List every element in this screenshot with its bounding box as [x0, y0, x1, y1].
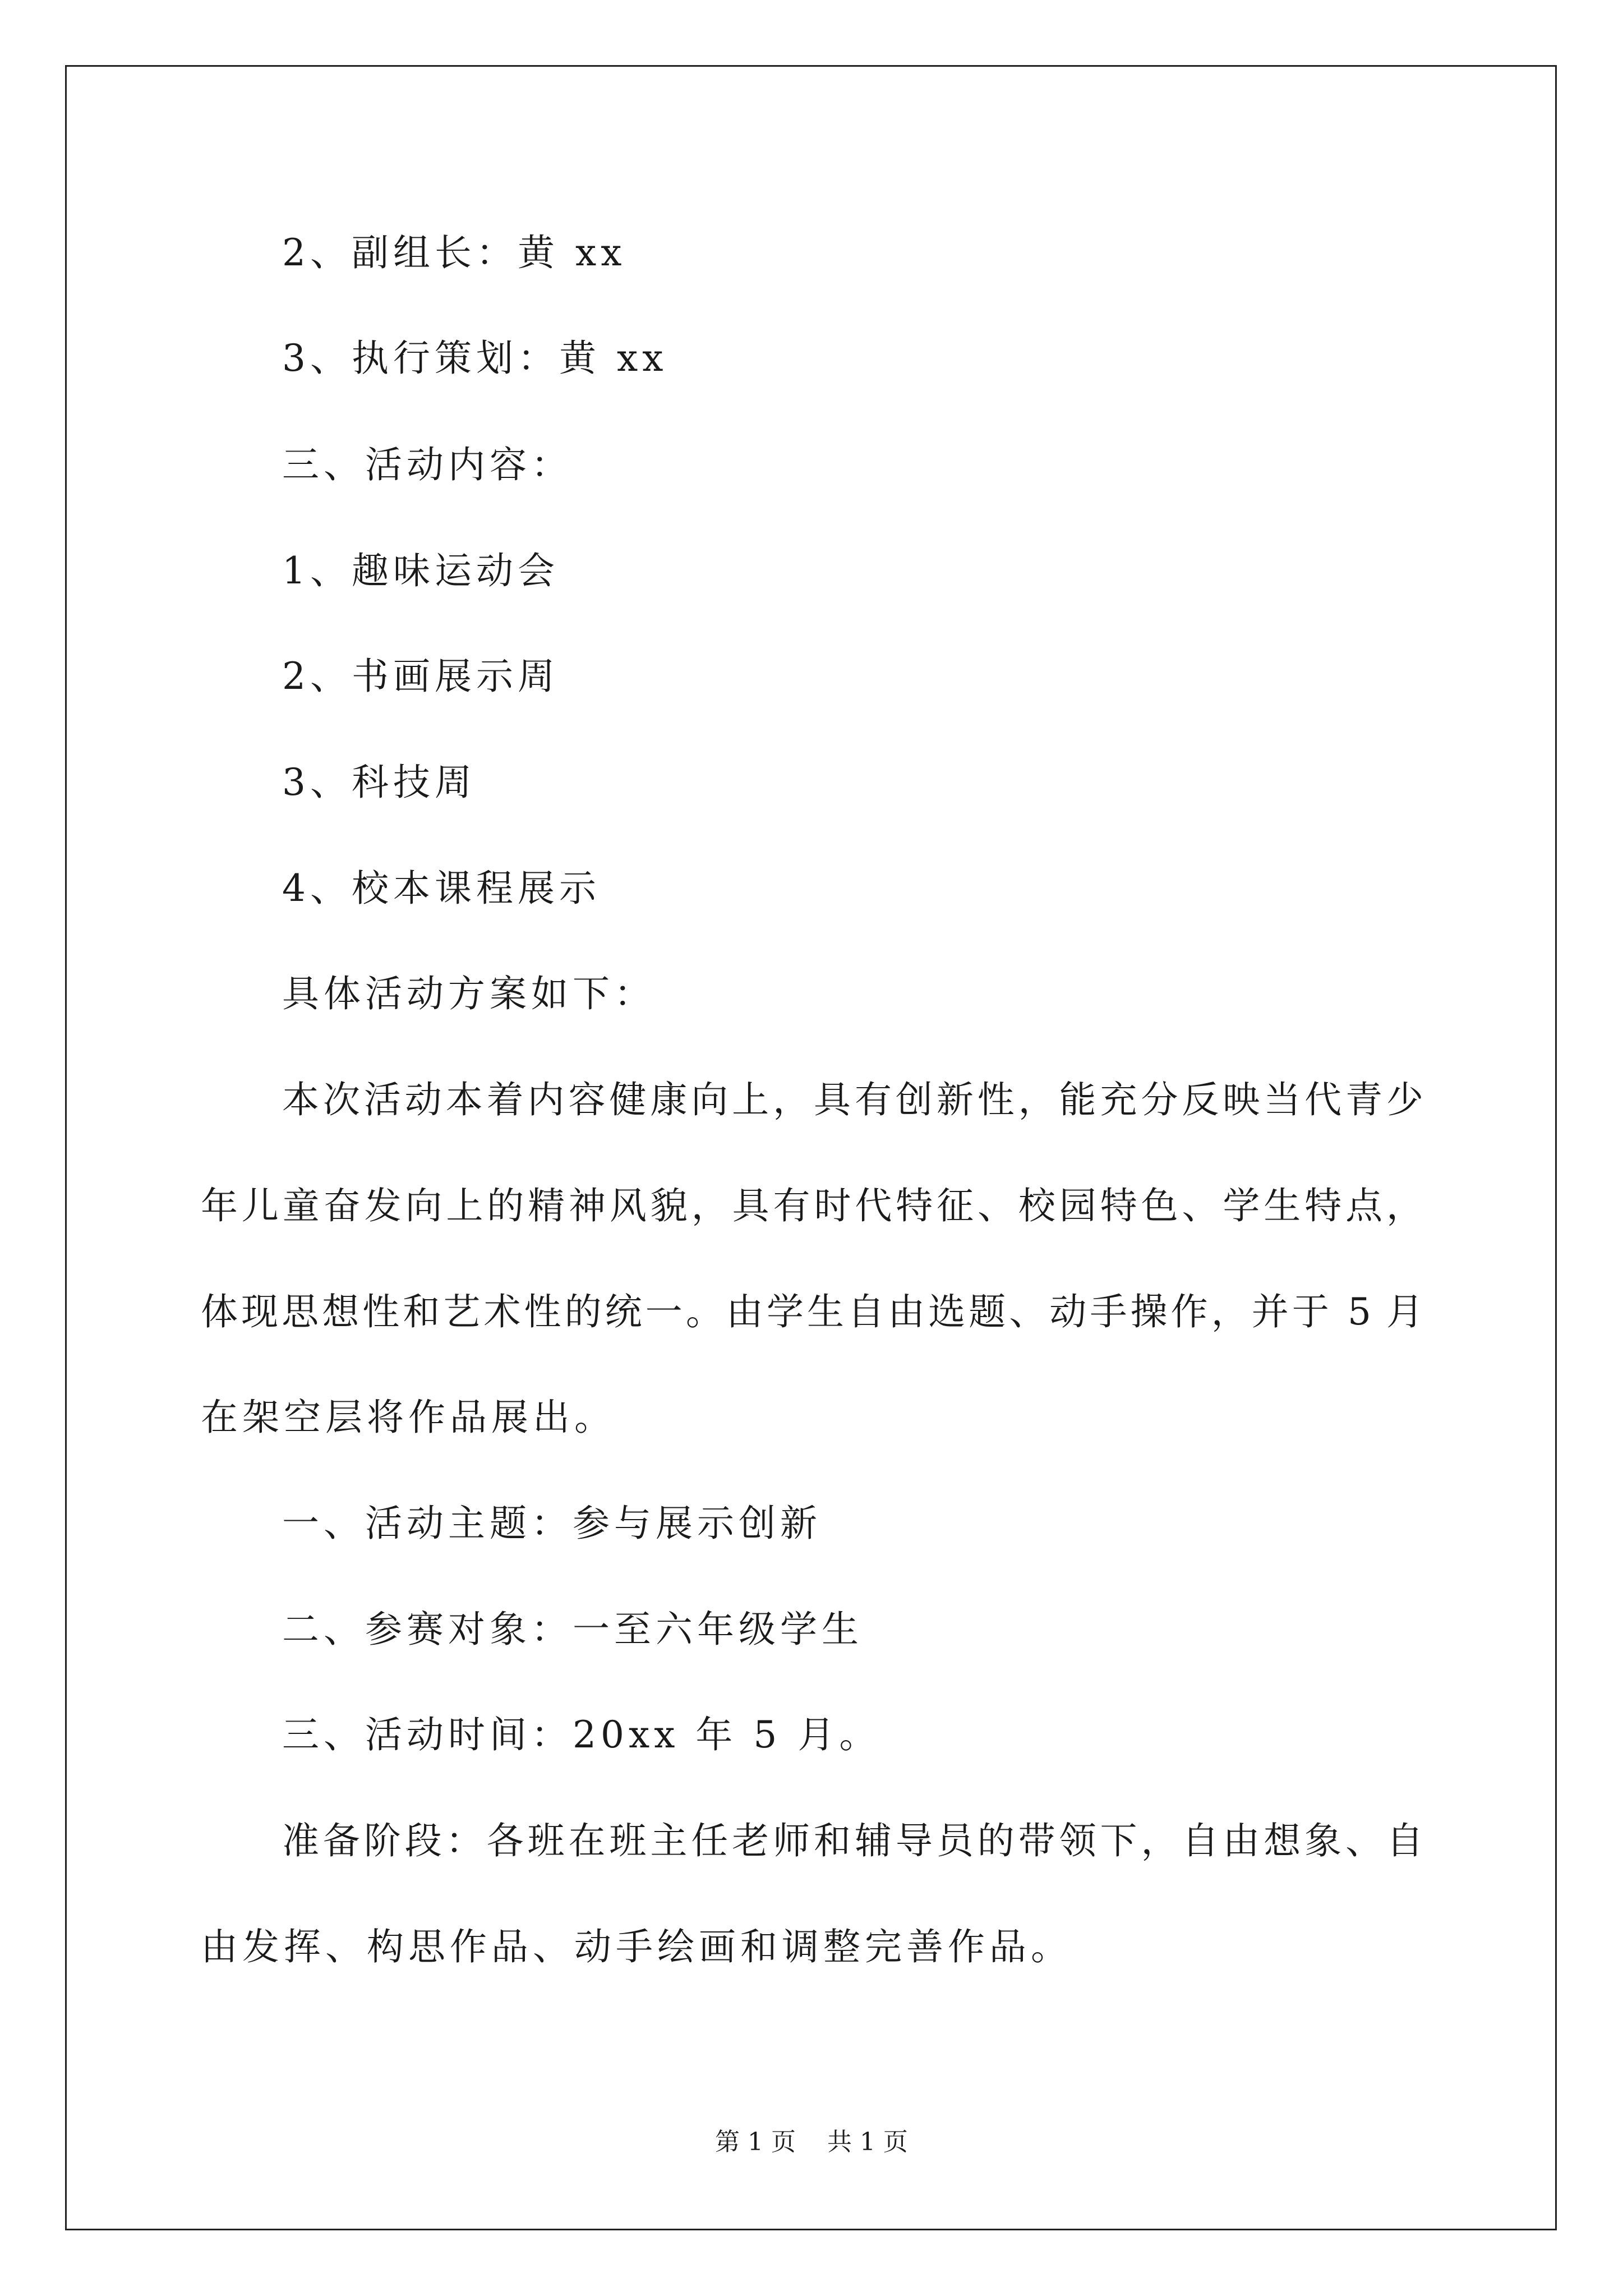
text-line: 具体活动方案如下：	[282, 972, 656, 1015]
list-item: 1、趣味运动会	[282, 549, 559, 592]
text-line: 2、副组长：黄 xx	[282, 231, 626, 274]
paragraph-line: 年儿童奋发向上的精神风貌，具有时代特征、校园特色、学生特点，	[201, 1184, 1423, 1227]
paragraph-line: 本次活动本着内容健康向上，具有创新性，能充分反映当代青少	[282, 1078, 1423, 1121]
page-footer: 第 1 页 共 1 页	[715, 2128, 908, 2156]
page-border	[65, 65, 1557, 2230]
section-heading: 二、参赛对象：一至六年级学生	[282, 1608, 863, 1651]
list-item: 3、科技周	[282, 761, 476, 804]
section-heading: 三、活动内容：	[282, 443, 573, 486]
paragraph-line: 体现思想性和艺术性的统一。由学生自由选题、动手操作，并于 5 月	[201, 1290, 1423, 1333]
section-heading: 三、活动时间：20xx 年 5 月。	[282, 1713, 881, 1756]
paragraph-line: 由发挥、构思作品、动手绘画和调整完善作品。	[201, 1925, 1072, 1968]
paragraph-line: 在架空层将作品展出。	[201, 1396, 616, 1439]
paragraph-line: 准备阶段：各班在班主任老师和辅导员的带领下，自由想象、自	[282, 1819, 1423, 1862]
text-line: 3、执行策划：黄 xx	[282, 337, 668, 380]
list-item: 4、校本课程展示	[282, 867, 601, 910]
list-item: 2、书画展示周	[282, 655, 559, 698]
section-heading: 一、活动主题：参与展示创新	[282, 1502, 822, 1545]
